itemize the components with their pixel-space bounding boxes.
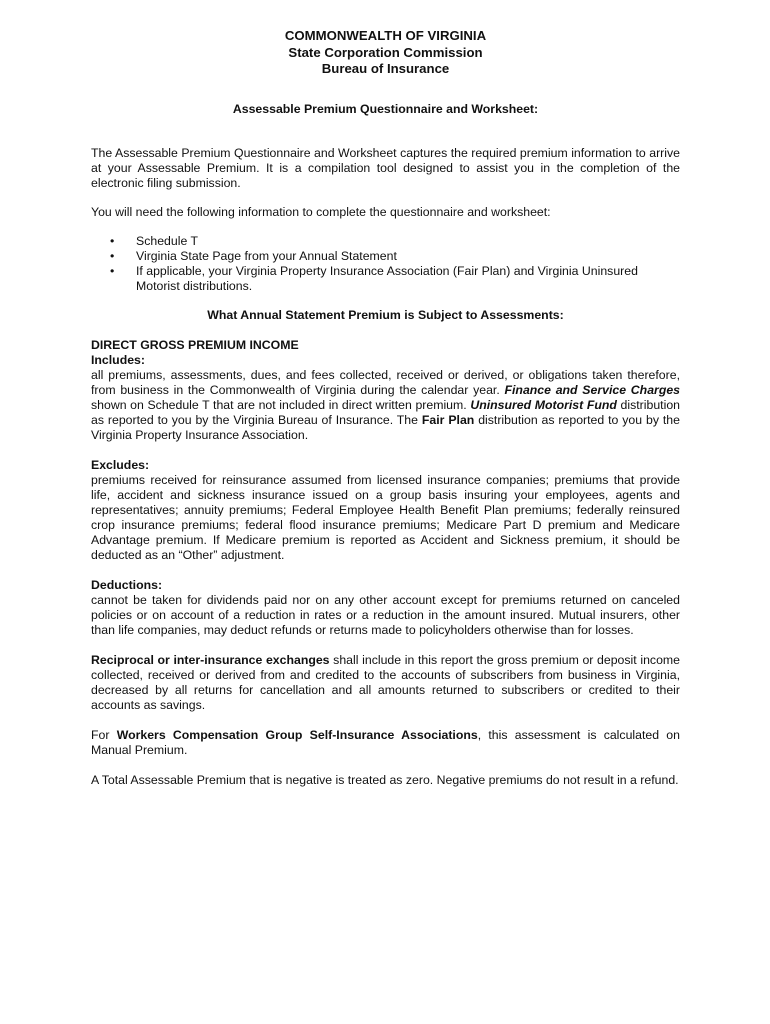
direct-premium-section bbox=[91, 338, 680, 443]
list-item bbox=[110, 248, 680, 264]
deductions-section bbox=[91, 578, 680, 638]
workers-comp-text: , this assessment is calculated on Manual Premium. bbox=[91, 727, 680, 757]
deductions-paragraph: cannot be taken for dividends paid nor on any other account except for premiums returned on canceled policies or on account of a reduction in rates or a reduction in the amount insured. Mutual insurers, other than life companies, may deduct refunds or returns made to policyholders otherwise than for losses. bbox=[91, 592, 680, 637]
negative-premium-paragraph: A Total Assessable Premium that is negative is treated as zero. Negative premiums do not result in a refund. bbox=[91, 772, 679, 787]
header-bureau: Bureau of Insurance bbox=[321, 61, 450, 76]
includes-text-4: distribution as reported to you by the Virginia Property Insurance Association. bbox=[91, 412, 680, 442]
bullet-icon: • bbox=[110, 248, 115, 263]
list-item bbox=[110, 233, 680, 249]
document-subtitle: Assessable Premium Questionnaire and Worksheet: bbox=[232, 101, 539, 116]
deductions-label: Deductions: bbox=[91, 577, 163, 592]
direct-premium-title: DIRECT GROSS PREMIUM INCOME bbox=[91, 337, 299, 352]
list-item-text: Virginia State Page from your Annual Statement bbox=[136, 248, 397, 263]
fair-plan-term: Fair Plan bbox=[421, 412, 475, 427]
bullet-icon: • bbox=[110, 233, 115, 248]
includes-text-3: distribution as reported to you by the Virginia Bureau of Insurance. The bbox=[91, 397, 680, 427]
uninsured-motorist-term: Uninsured Motorist Fund bbox=[470, 397, 617, 412]
includes-text-2: shown on Schedule T that are not included in direct written premium. bbox=[91, 397, 471, 412]
bullet-icon: • bbox=[110, 263, 115, 278]
finance-charges-term: Finance and Service Charges bbox=[504, 382, 681, 397]
workers-comp-paragraph bbox=[91, 728, 680, 758]
excludes-paragraph: premiums received for reinsurance assumed from licensed insurance companies; premiums that provide life, accident and sickness insurance issued on a group basis insuring your employees, agents and representatives; annuity premiums; Federal Employee Health Benefit Plan premiums; federally reinsured crop insurance premiums; federal flood insurance premiums; Medicare Part D premium and Medicare Advantage premium. If Medicare premium is reported as Accident and Sickness premium, it should be deducted as an “Other” adjustment. bbox=[91, 472, 680, 562]
includes-text-1: all premiums, assessments, dues, and fees collected, received or derived, or obligations taken therefore, from business in the Commonwealth of Virginia during the calendar year. bbox=[91, 367, 680, 397]
header-commission: State Corporation Commission bbox=[288, 44, 483, 60]
document-header bbox=[91, 28, 680, 78]
intro-paragraph: The Assessable Premium Questionnaire and Worksheet captures the required premium information to arrive at your Assessable Premium. It is a compilation tool designed to assist you in the completion of the electronic filing submission. bbox=[91, 145, 680, 190]
need-info-paragraph: You will need the following information to complete the questionnaire and worksheet: bbox=[91, 204, 551, 219]
list-item bbox=[110, 263, 680, 294]
reciprocal-text: shall include in this report the gross premium or deposit income collected, received or derived from and credited to the accounts of subscribers from business in Virginia, decreased by all returns for cancellation and all amounts returned to subscribers or credited to their accounts as savings. bbox=[91, 652, 680, 712]
list-item-text: If applicable, your Virginia Property Insurance Association (Fair Plan) and Virginia Uninsured Motorist distributions. bbox=[136, 263, 638, 293]
excludes-label: Excludes: bbox=[91, 457, 150, 472]
header-commonwealth: COMMONWEALTH OF VIRGINIA bbox=[284, 28, 487, 43]
includes-paragraph bbox=[91, 368, 680, 443]
reciprocal-paragraph bbox=[91, 653, 680, 713]
excludes-section bbox=[91, 458, 680, 563]
list-item-text: Schedule T bbox=[136, 233, 198, 248]
required-info-list bbox=[91, 234, 680, 294]
section-heading: What Annual Statement Premium is Subject to Assessments: bbox=[207, 307, 564, 322]
workers-comp-term: Workers Compensation Group Self-Insurance Associations bbox=[116, 727, 478, 742]
workers-comp-prefix: For bbox=[91, 727, 117, 742]
document-page bbox=[91, 28, 680, 788]
includes-label: Includes: bbox=[91, 352, 145, 367]
reciprocal-term: Reciprocal or inter-insurance exchanges bbox=[91, 652, 330, 667]
